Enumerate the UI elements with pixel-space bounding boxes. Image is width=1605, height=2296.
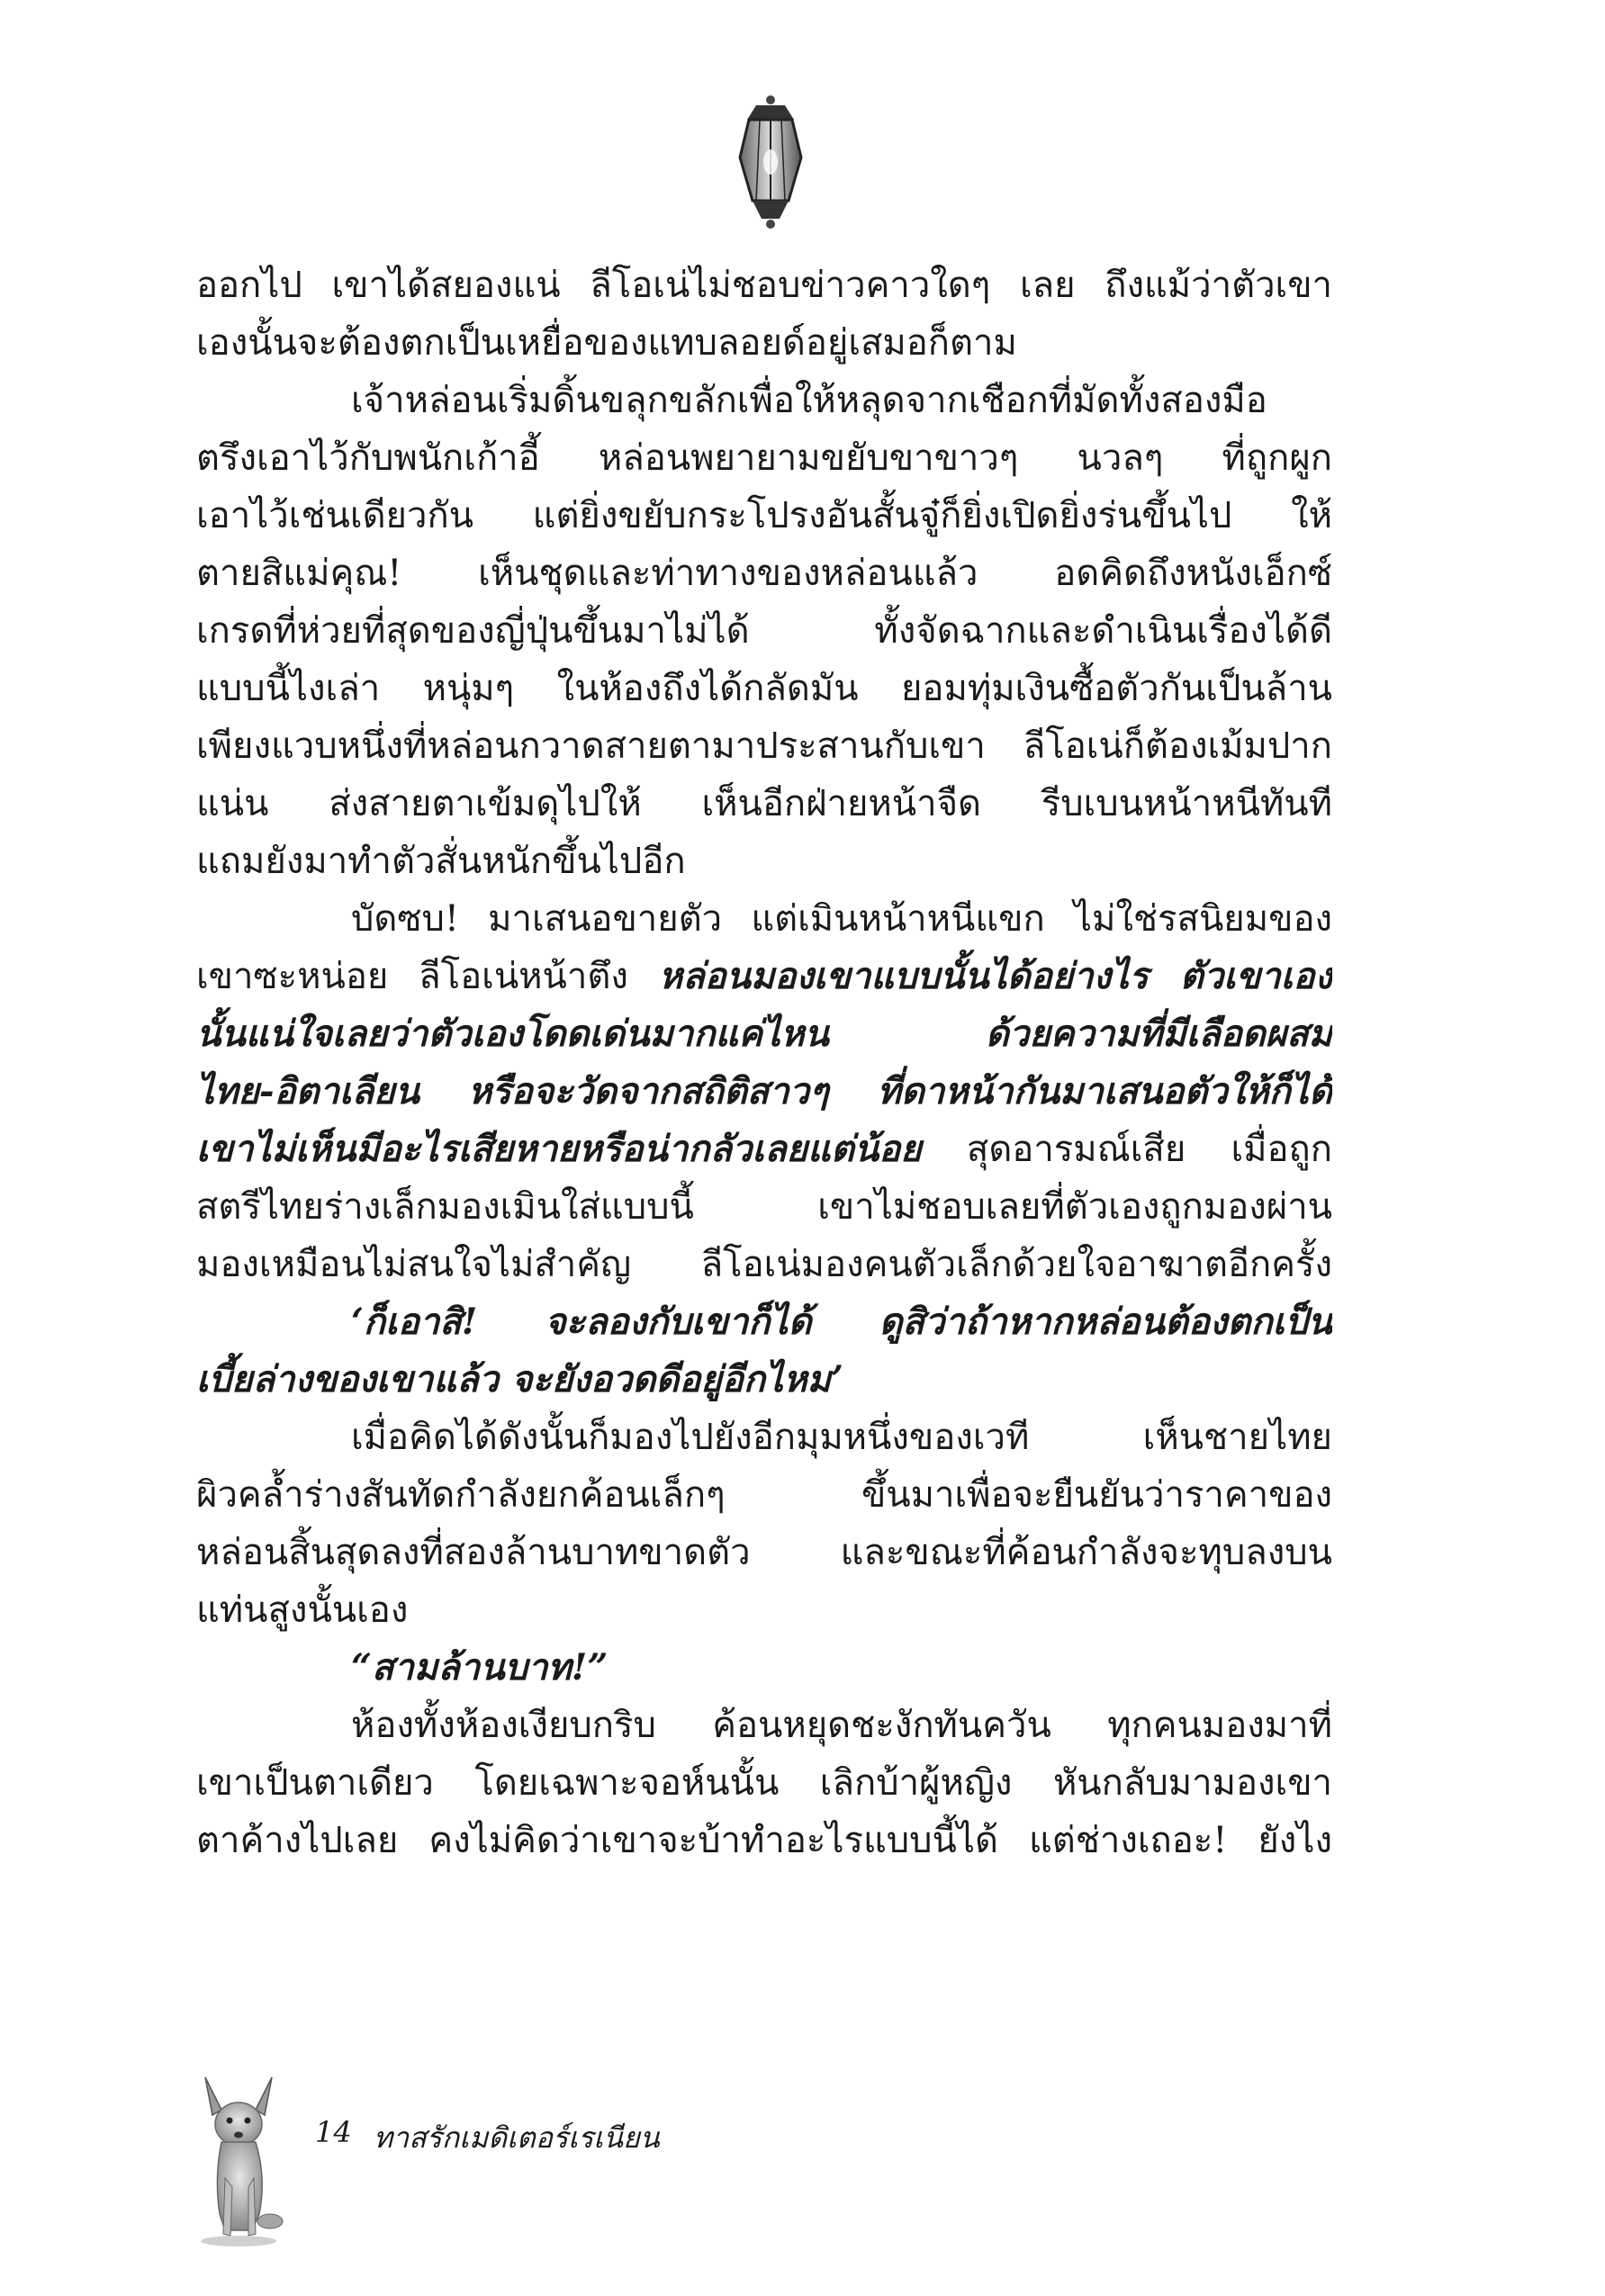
- inner-thought-text: ไทย-อิตาเลียน หรือจะวัดจากสถิติสาวๆ ที่ดาหน้ากันมาเสนอตัวให้ก็ได้: [196, 1070, 1332, 1112]
- page-footer: [189, 2070, 819, 2268]
- text-line: [196, 1063, 1332, 1121]
- lantern-ornament-icon: [729, 95, 812, 230]
- text-line: ตาค้างไปเลย คงไม่คิดว่าเขาจะบ้าทำอะไรแบบนี้ได้ แต่ช่างเถอะ! ยังไง: [196, 1820, 1332, 1861]
- chihuahua-dog-illustration: [189, 2070, 288, 2250]
- text-line: เขาไม่เห็นมีอะไรเสียหายหรือน่ากลัวเลยแต่น้อย สุดอารมณ์เสีย เมื่อถูก: [196, 1128, 1332, 1170]
- paragraph-start-line: เมื่อคิดได้ดังนั้นก็มองไปยังอีกมุมหนึ่งของเวที เห็นชายไทย: [351, 1417, 1332, 1458]
- text-line: หล่อนสิ้นสุดลงที่สองล้านบาทขาดตัว และขณะที่ค้อนกำลังจะทุบลงบน: [196, 1532, 1332, 1573]
- inner-thought-text: นั้นแน่ใจเลยว่าตัวเองโดดเด่นมากแค่ไหน ด้วยความที่มีเลือดผสม: [196, 1013, 1332, 1055]
- inner-thought-text: เขาไม่เห็นมีอะไรเสียหายหรือน่ากลัวเลยแต่น้อย: [196, 1128, 922, 1170]
- text-line: ออกไป เขาได้สยองแน่ ลีโอเน่ไม่ชอบข่าวคาวใดๆ เลย ถึงแม้ว่าตัวเขา: [196, 265, 1332, 306]
- paragraph-start-line: เจ้าหล่อนเริ่มดิ้นขลุกขลักเพื่อให้หลุดจากเชือกที่มัดทั้งสองมือ: [351, 380, 1267, 421]
- paragraph-start-line: ห้องทั้งห้องเงียบกริบ ค้อนหยุดชะงักทันควัน ทุกคนมองมาที่: [351, 1705, 1332, 1746]
- text-line: [196, 1351, 1332, 1409]
- text-line: ผิวคล้ำร่างสันทัดกำลังยกค้อนเล็กๆ ขึ้นมาเพื่อจะยืนยันว่าราคาของ: [196, 1474, 1332, 1516]
- text-line: เขาซะหน่อย ลีโอเน่หน้าตึง หล่อนมองเขาแบบนั้นได้อย่างไร ตัวเขาเอง: [196, 955, 1332, 997]
- text-line: ตายสิแม่คุณ! เห็นชุดและท่าทางของหล่อนแล้ว อดคิดถึงหนังเอ็กซ์: [196, 553, 1332, 594]
- page-number: 14: [315, 2115, 352, 2149]
- text-line: มองเหมือนไม่สนใจไม่สำคัญ ลีโอเน่มองคนตัวเล็กด้วยใจอาฆาตอีกครั้ง: [196, 1244, 1332, 1285]
- text-line: แถมยังมาทำตัวสั่นหนักขึ้นไปอีก: [196, 841, 686, 882]
- text-line: แบบนี้ไงเล่า หนุ่มๆ ในห้องถึงได้กลัดมัน ยอมทุ่มเงินซื้อตัวกันเป็นล้าน: [196, 668, 1332, 709]
- dialogue-line: [196, 1639, 1332, 1697]
- text-line: แท่นสูงนั้นเอง: [196, 1589, 409, 1631]
- text-line: [196, 1005, 1332, 1063]
- inner-thought-text: ‘ก็เอาสิ! จะลองกับเขาก็ได้ ดูสิว่าถ้าหากหล่อนต้องตกเป็น: [351, 1301, 1332, 1343]
- text-line: เอาไว้เช่นเดียวกัน แต่ยิ่งขยับกระโปรงอันสั้นจู๋ก็ยิ่งเปิดยิ่งร่นขึ้นไป ให้: [196, 495, 1332, 536]
- text-line: สตรีไทยร่างเล็กมองเมินใส่แบบนี้ เขาไม่ชอบเลยที่ตัวเองถูกมองผ่าน: [196, 1186, 1332, 1228]
- text-line: เพียงแวบหนึ่งที่หล่อนกวาดสายตามาประสานกับเขา ลีโอเน่ก็ต้องเม้มปาก: [196, 725, 1332, 767]
- chapter-body-text: [196, 257, 1332, 1869]
- paragraph-start-line: บัดซบ! มาเสนอขายตัว แต่เมินหน้าหนีแขก ไม่ใช่รสนิยมของ: [351, 898, 1332, 940]
- running-title: ทาสรักเมดิเตอร์เรเนียน: [374, 2120, 660, 2155]
- text-line: แน่น ส่งสายตาเข้มดุไปให้ เห็นอีกฝ่ายหน้าจืด รีบเบนหน้าหนีทันที: [196, 783, 1332, 824]
- paragraph-start-line: [196, 1293, 1332, 1351]
- text-line: เขาเป็นตาเดียว โดยเฉพาะจอห์นนั้น เลิกบ้าผู้หญิง หันกลับมามองเขา: [196, 1762, 1332, 1804]
- text-line: ตรึงเอาไว้กับพนักเก้าอี้ หล่อนพยายามขยับขาขาวๆ นวลๆ ที่ถูกผูก: [196, 437, 1332, 479]
- dialogue-text: “สามล้านบาท!”: [351, 1646, 609, 1688]
- text-line: เกรดที่ห่วยที่สุดของญี่ปุ่นขึ้นมาไม่ได้ ทั้งจัดฉากและดำเนินเรื่องได้ดี: [196, 610, 1332, 652]
- inner-thought-text: เบี้ยล่างของเขาแล้ว จะยังอวดดีอยู่อีกไหม’: [196, 1358, 843, 1400]
- text-line: เองนั้นจะต้องตกเป็นเหยื่อของแทบลอยด์อยู่เสมอก็ตาม: [196, 322, 1017, 364]
- inner-thought-text: หล่อนมองเขาแบบนั้นได้อย่างไร ตัวเขาเอง: [658, 955, 1332, 997]
